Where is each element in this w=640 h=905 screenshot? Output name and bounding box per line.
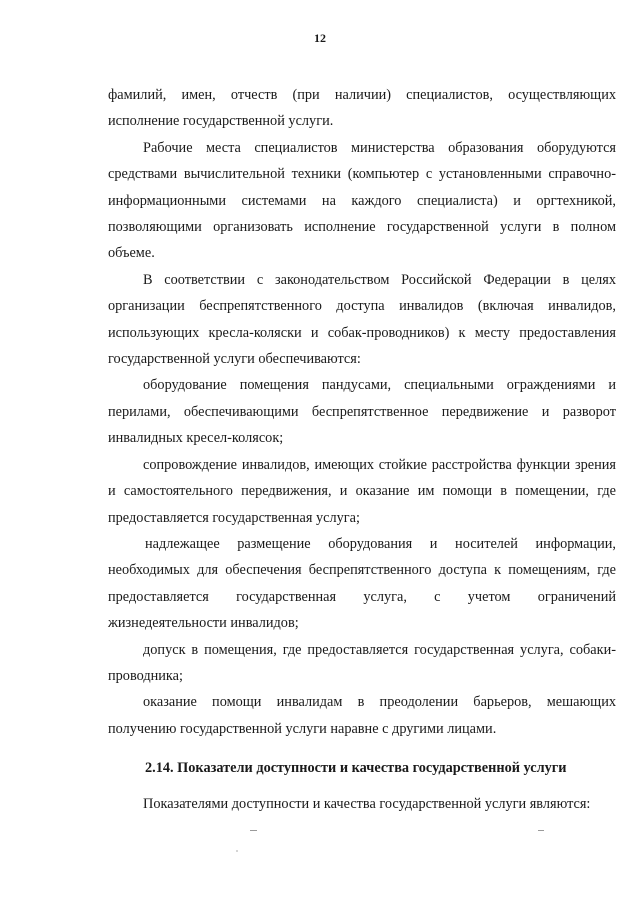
section-heading: 2.14. Показатели доступности и качества государственной услуги bbox=[145, 760, 567, 777]
page-number: 12 bbox=[314, 31, 326, 45]
list-item-guide-dog: допуск в помещения, где предоставляется государственная услуга, собаки-проводника; bbox=[108, 641, 616, 684]
scan-mark-right bbox=[538, 830, 544, 831]
list-item-equipment: надлежащее размещение оборудования и носителей информации, необходимых для обеспечения беспрепятственного доступа к помещениям, где предоставляется государственная услуга, с учетом ограничений жизнедеятельности инвалидов; bbox=[108, 535, 616, 632]
paragraph-workplaces: Рабочие места специалистов министерства образования оборудуются средствами вычислительной техники (компьютер с установленными справочно-информационными системами на каждого специалиста) и оргтехникой, позволяющими организовать исполнение государственной услуги в полном объеме. bbox=[108, 139, 616, 262]
paragraph-continuation: фамилий, имен, отчеств (при наличии) специалистов, осуществляющих исполнение государственной услуги. bbox=[108, 87, 616, 130]
paragraph-accessibility: В соответствии с законодательством Российской Федерации в целях организации беспрепятственного доступа инвалидов (включая инвалидов, использующих кресла-коляски и собак-проводников) к месту предоставления государственной услуги обеспечиваются: bbox=[108, 271, 616, 368]
list-item-barriers: оказание помощи инвалидам в преодолении барьеров, мешающих получению государственной услуги наравне с другими лицами. bbox=[108, 694, 616, 737]
section-intro: Показателями доступности и качества государственной услуги являются: bbox=[143, 795, 591, 812]
scan-mark-left bbox=[250, 830, 257, 831]
document-body bbox=[108, 82, 616, 817]
scan-speck bbox=[236, 850, 238, 852]
list-item-ramps: оборудование помещения пандусами, специальными ограждениями и перилами, обеспечивающими беспрепятственное передвижение и разворот инвалидных кресел-колясок; bbox=[108, 377, 616, 447]
list-item-escort: сопровождение инвалидов, имеющих стойкие расстройства функции зрения и самостоятельного передвижения, и оказание им помощи в помещении, где предоставляется государственная услуга; bbox=[108, 456, 616, 526]
